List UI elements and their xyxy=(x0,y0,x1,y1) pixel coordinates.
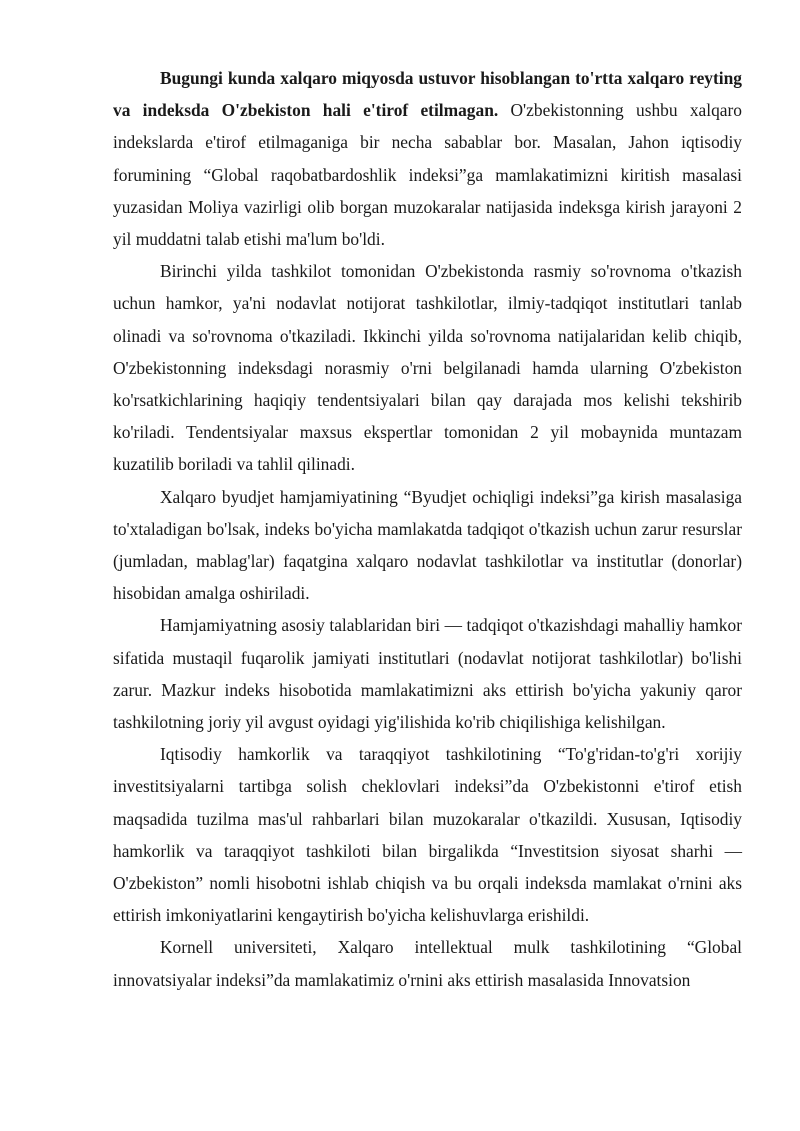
paragraph-5: Iqtisodiy hamkorlik va taraqqiyot tashkilotining “To'g'ridan-to'g'ri xorijiy investitsiyalarni tartibga solish cheklovlari indeksi”da O'zbekistonni e'tirof etish maqsadida tuzilma mas'ul rahbarlari bilan muzokaralar o'tkazildi. Xususan, Iqtisodiy hamkorlik va taraqqiyot tashkiloti bilan birgalikda “Investitsion siyosat sharhi — O'zbekiston” nomli hisobotni ishlab chiqish va bu orqali indeksda mamlakat o'rnini aks ettirish imkoniyatlarini kengaytirish bo'yicha kelishuvlarga erishildi. xyxy=(113,744,742,926)
paragraph-6: Kornell universiteti, Xalqaro intellektual mulk tashkilotining “Global innovatsiyalar indeksi”da mamlakatimiz o'rnini aks ettirish masalasida Innovatsion xyxy=(113,937,742,990)
paragraph-4: Hamjamiyatning asosiy talablaridan biri — tadqiqot o'tkazishdagi mahalliy hamkor sifatida mustaqil fuqarolik jamiyati institutlari (nodavlat notijorat tashkilotlar) bo'lishi zarur. Mazkur indeks hisobotida mamlakatimizni aks ettirish bo'yicha yakuniy qaror tashkilotning joriy yil avgust oyidagi yig'ilishida ko'rib chiqilishiga kelishilgan. xyxy=(113,615,742,733)
paragraph-2: Birinchi yilda tashkilot tomonidan O'zbekistonda rasmiy so'rovnoma o'tkazish uchun hamkor, ya'ni nodavlat notijorat tashkilotlar, ilmiy-tadqiqot institutlari tanlab olinadi va so'rovnoma o'tkaziladi. Ikkinchi yilda so'rovnoma natijalaridan kelib chiqib, O'zbekistonning indeksdagi norasmiy o'rni belgilanadi hamda ularning O'zbekiston ko'rsatkichlarining haqiqiy tendentsiyalari bilan qay darajada mos kelishi tekshirib ko'riladi. Tendentsiyalar maxsus ekspertlar tomonidan 2 yil mobaynida muntazam kuzatilib boriladi va tahlil qilinadi. xyxy=(113,261,742,475)
paragraph-1-text: O'zbekistonning ushbu xalqaro indekslarda e'tirof etilmaganiga bir necha sabablar bor. Masalan, Jahon iqtisodiy forumining “Global raqobatbardoshlik indeksi”ga mamlakatimizni kiritish masalasi yuzasidan Moliya vazirligi olib borgan muzokaralar natijasida indeksga kirish jarayoni 2 yil muddatni talab etishi ma'lum bo'ldi. xyxy=(113,100,742,250)
document-page xyxy=(113,62,742,996)
paragraph-1 xyxy=(113,62,742,255)
paragraph-3: Xalqaro byudjet hamjamiyatining “Byudjet ochiqligi indeksi”ga kirish masalasiga to'xtaladigan bo'lsak, indeks bo'yicha mamlakatda tadqiqot o'tkazish uchun zarur resurslar (jumladan, mablag'lar) faqatgina xalqaro nodavlat tashkilotlar va institutlar (donorlar) hisobidan amalga oshiriladi. xyxy=(113,486,742,604)
paragraph-1-bold-lead: Bugungi kunda xalqaro miqyosda ustuvor hisoblangan to'rtta xalqaro reyting va indeksda O'zbekiston hali e'tirof etilmagan. xyxy=(113,68,742,121)
